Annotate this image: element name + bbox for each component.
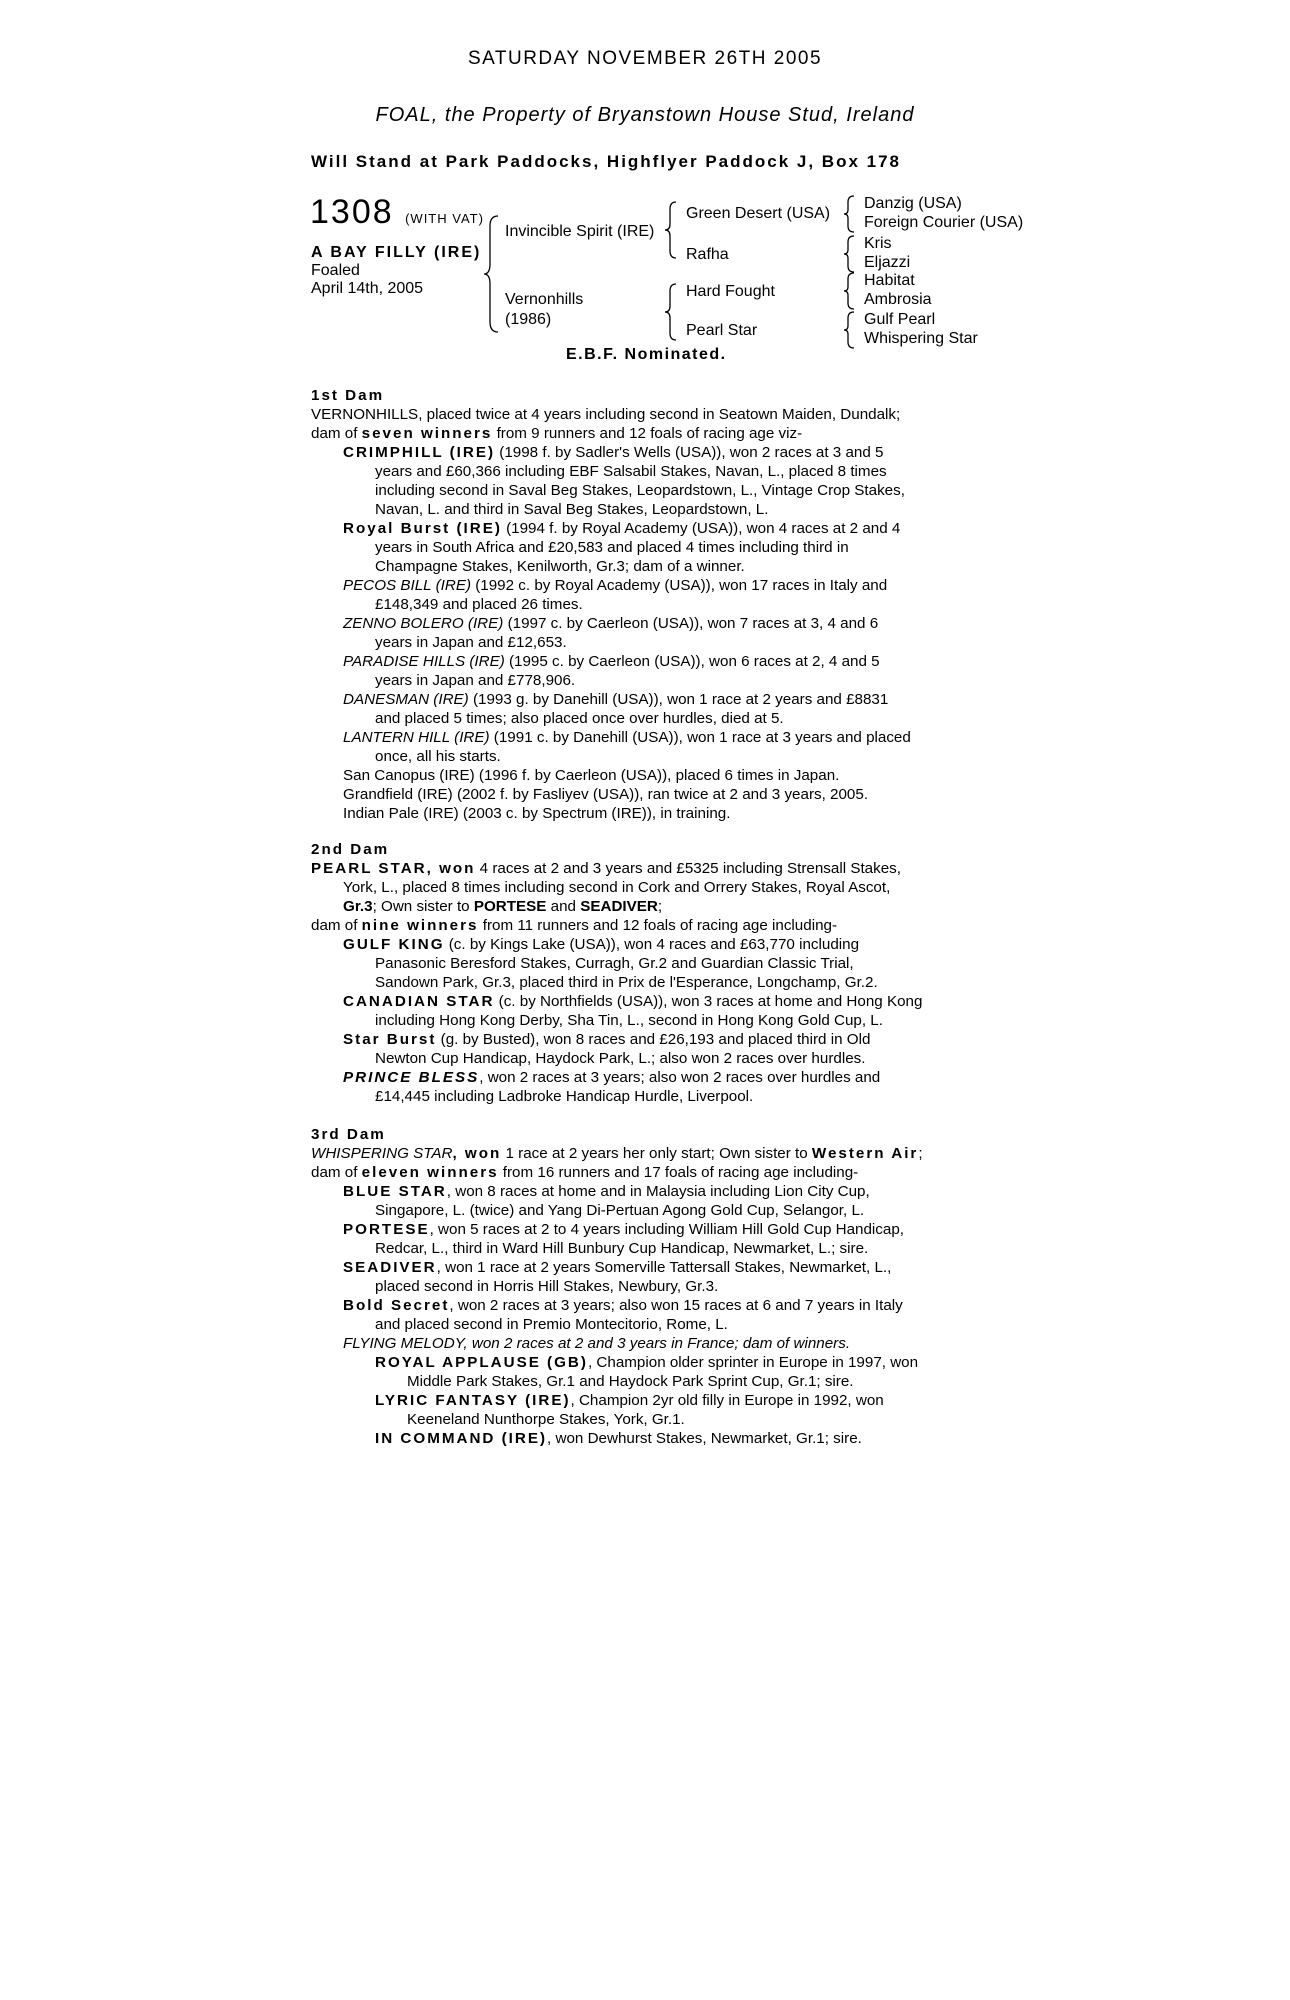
gen3-sss: Danzig (USA) [864,195,962,212]
dam-brace [663,282,679,342]
produce-entry: GULF KING (c. by Kings Lake (USA)), won 4 races and £63,770 including Panasonic Beresford Stakes, Curragh, Gr.2 and Guardian Classic Trial, Sandown Park, Gr.3, placed third in Prix de l'Esperance, Longchamp, Gr.2. [343,936,878,991]
grandproduce-entry: IN COMMAND (IRE), won Dewhurst Stakes, Newmarket, Gr.1; sire. [375,1430,862,1447]
sire-dam: Rafha [686,246,729,263]
produce-entry: San Canopus (IRE) (1996 f. by Caerleon (USA)), placed 6 times in Japan. [343,767,840,784]
produce-entry: BLUE STAR, won 8 races at home and in Malaysia including Lion City Cup, Singapore, L. (twice) and Yang Di-Pertuan Agong Gold Cup, Selangor, L. [343,1183,870,1219]
produce-entry: PORTESE, won 5 races at 2 to 4 years including William Hill Gold Cup Handicap, Redcar, L., third in Ward Hill Bunbury Cup Handicap, Newmarket, L.; sire. [343,1221,904,1257]
produce-entry: PRINCE BLESS, won 2 races at 3 years; also won 2 races over hurdles and £14,445 including Ladbroke Handicap Hurdle, Liverpool. [343,1069,881,1105]
produce-entry: ZENNO BOLERO (IRE) (1997 c. by Caerleon (USA)), won 7 races at 3, 4 and 6 years in Japan and £12,653. [343,615,879,651]
gen3-sdd: Eljazzi [864,254,911,271]
produce-entry: PARADISE HILLS (IRE) (1995 c. by Caerleon (USA)), won 6 races at 2, 4 and 5 years in Japan and £778,906. [343,653,880,689]
first-dam-intro: VERNONHILLS, placed twice at 4 years including second in Seatown Maiden, Dundalk; [311,406,901,423]
third-dam-heading: 3rd Dam [311,1126,386,1143]
dam-year: (1986) [505,311,552,328]
grandproduce-entry: LYRIC FANTASY (IRE), Champion 2yr old filly in Europe in 1992, won Keeneland Nunthorpe Stakes, York, Gr.1. [375,1392,884,1428]
foaled-date: April 14th, 2005 [311,280,424,297]
lot-description [311,244,481,298]
lot-number-value: 1308 [310,193,394,231]
produce-entry: PECOS BILL (IRE) (1992 c. by Royal Academy (USA)), won 17 races in Italy and £148,349 and placed 26 times. [343,577,888,613]
dd-brace [842,310,856,350]
vendor-line: FOAL, the Property of Bryanstown House Stud, Ireland [375,104,915,126]
sd-brace [842,234,856,274]
produce-entry: Grandfield (IRE) (2002 f. by Fasliyev (USA)), ran twice at 2 and 3 years, 2005. [343,786,869,803]
lot-number [310,193,484,232]
grandproduce-entry: ROYAL APPLAUSE (GB), Champion older sprinter in Europe in 1997, won Middle Park Stakes, Gr.1 and Haydock Park Sprint Cup, Gr.1; sire. [375,1354,919,1390]
gen3-dds: Gulf Pearl [864,311,936,328]
second-dam-record: PEARL STAR, won 4 races at 2 and 3 years and £5325 including Strensall Stakes, [311,860,901,877]
ebf-nominated: E.B.F. Nominated. [566,346,727,363]
produce-entry: Royal Burst (IRE) (1994 f. by Royal Academy (USA)), won 4 races at 2 and 4 years in South Africa and £20,583 and placed 4 times including third in Champagne Stakes, Kenilworth, Gr.3; dam of a winner. [343,520,901,575]
gen3-dsd: Ambrosia [864,291,932,308]
produce-entry: Indian Pale (IRE) (2003 c. by Spectrum (IRE)), in training. [343,805,731,822]
ss-brace [842,194,856,234]
foaled-label: Foaled [311,262,360,279]
produce-entry: SEADIVER, won 1 race at 2 years Somerville Tattersall Stakes, Newmarket, L., placed second in Horris Hill Stakes, Newbury, Gr.3. [343,1259,892,1295]
produce-entry: Star Burst (g. by Busted), won 8 races and £26,193 and placed third in Old Newton Cup Handicap, Haydock Park, L.; also won 2 races over hurdles. [343,1031,871,1067]
produce-entry: CRIMPHILL (IRE) (1998 f. by Sadler's Wells (USA)), won 2 races at 3 and 5 years and £60,366 including EBF Salsabil Stakes, Navan, L., placed 8 times including second in Saval Beg Stakes, Leopardstown, L., Vintage Crop Stakes, Navan, L. and third in Saval Beg Stakes, Leopardstown, L. [343,444,905,518]
gen3-sd [864,234,910,272]
second-dam-sisters: Gr.3; Own sister to PORTESE and SEADIVER; [343,898,663,915]
produce-entry: Bold Secret, won 2 races at 3 years; also won 15 races at 6 and 7 years in Italy and placed second in Premio Montecitorio, Rome, L. [343,1297,903,1333]
produce-entry: DANESMAN (IRE) (1993 g. by Danehill (USA)), won 1 race at 2 years and £8831 and placed 5 times; also placed once over hurdles, died at 5. [343,691,889,727]
dam-dam: Pearl Star [686,322,758,339]
gen3-sds: Kris [864,235,892,252]
first-dam-section [311,386,989,823]
gen3-ddd: Whispering Star [864,330,978,347]
dam-name: Vernonhills [505,291,584,308]
first-dam-produce-summary: dam of seven winners from 9 runners and 12 foals of racing age viz- [311,425,803,442]
third-dam-produce-summary: dam of eleven winners from 16 runners and 17 foals of racing age including- [311,1164,859,1181]
gen3-ds [864,271,932,309]
third-dam-section [311,1125,989,1448]
ds-brace [842,271,856,311]
main-pedigree-brace [482,214,502,334]
sire-sire: Green Desert (USA) [686,205,831,222]
produce-entry: FLYING MELODY, won 2 races at 2 and 3 years in France; dam of winners. [343,1335,851,1352]
sale-date: SATURDAY NOVEMBER 26TH 2005 [467,48,823,69]
gen3-ss [864,194,1023,232]
second-dam-section [311,840,989,1106]
sire-name: Invincible Spirit (IRE) [505,223,655,240]
second-dam-record-cont: York, L., placed 8 times including second in Cork and Orrery Stakes, Royal Ascot, [343,879,891,896]
dam-sire: Hard Fought [686,283,775,300]
sire-brace [663,200,679,260]
produce-entry: LANTERN HILL (IRE) (1991 c. by Danehill (USA)), won 1 race at 3 years and placed once, all his starts. [343,729,911,765]
gen3-dd [864,310,978,348]
third-dam-record: WHISPERING STAR, won 1 race at 2 years her only start; Own sister to Western Air; [311,1145,923,1162]
vat-note: (WITH VAT) [405,211,484,226]
gen3-ssd: Foreign Courier (USA) [864,214,1024,231]
lot-title: A BAY FILLY (IRE) [311,244,482,261]
second-dam-heading: 2nd Dam [311,841,390,858]
produce-entry: CANADIAN STAR (c. by Northfields (USA)), won 3 races at home and Hong Kong including Hong Kong Derby, Sha Tin, L., second in Hong Kong Gold Cup, L. [343,993,923,1029]
first-dam-heading: 1st Dam [311,387,385,404]
second-dam-produce-summary: dam of nine winners from 11 runners and 12 foals of racing age including- [311,917,838,934]
stand-location: Will Stand at Park Paddocks, Highflyer Paddock J, Box 178 [311,152,901,171]
gen3-dss: Habitat [864,272,915,289]
